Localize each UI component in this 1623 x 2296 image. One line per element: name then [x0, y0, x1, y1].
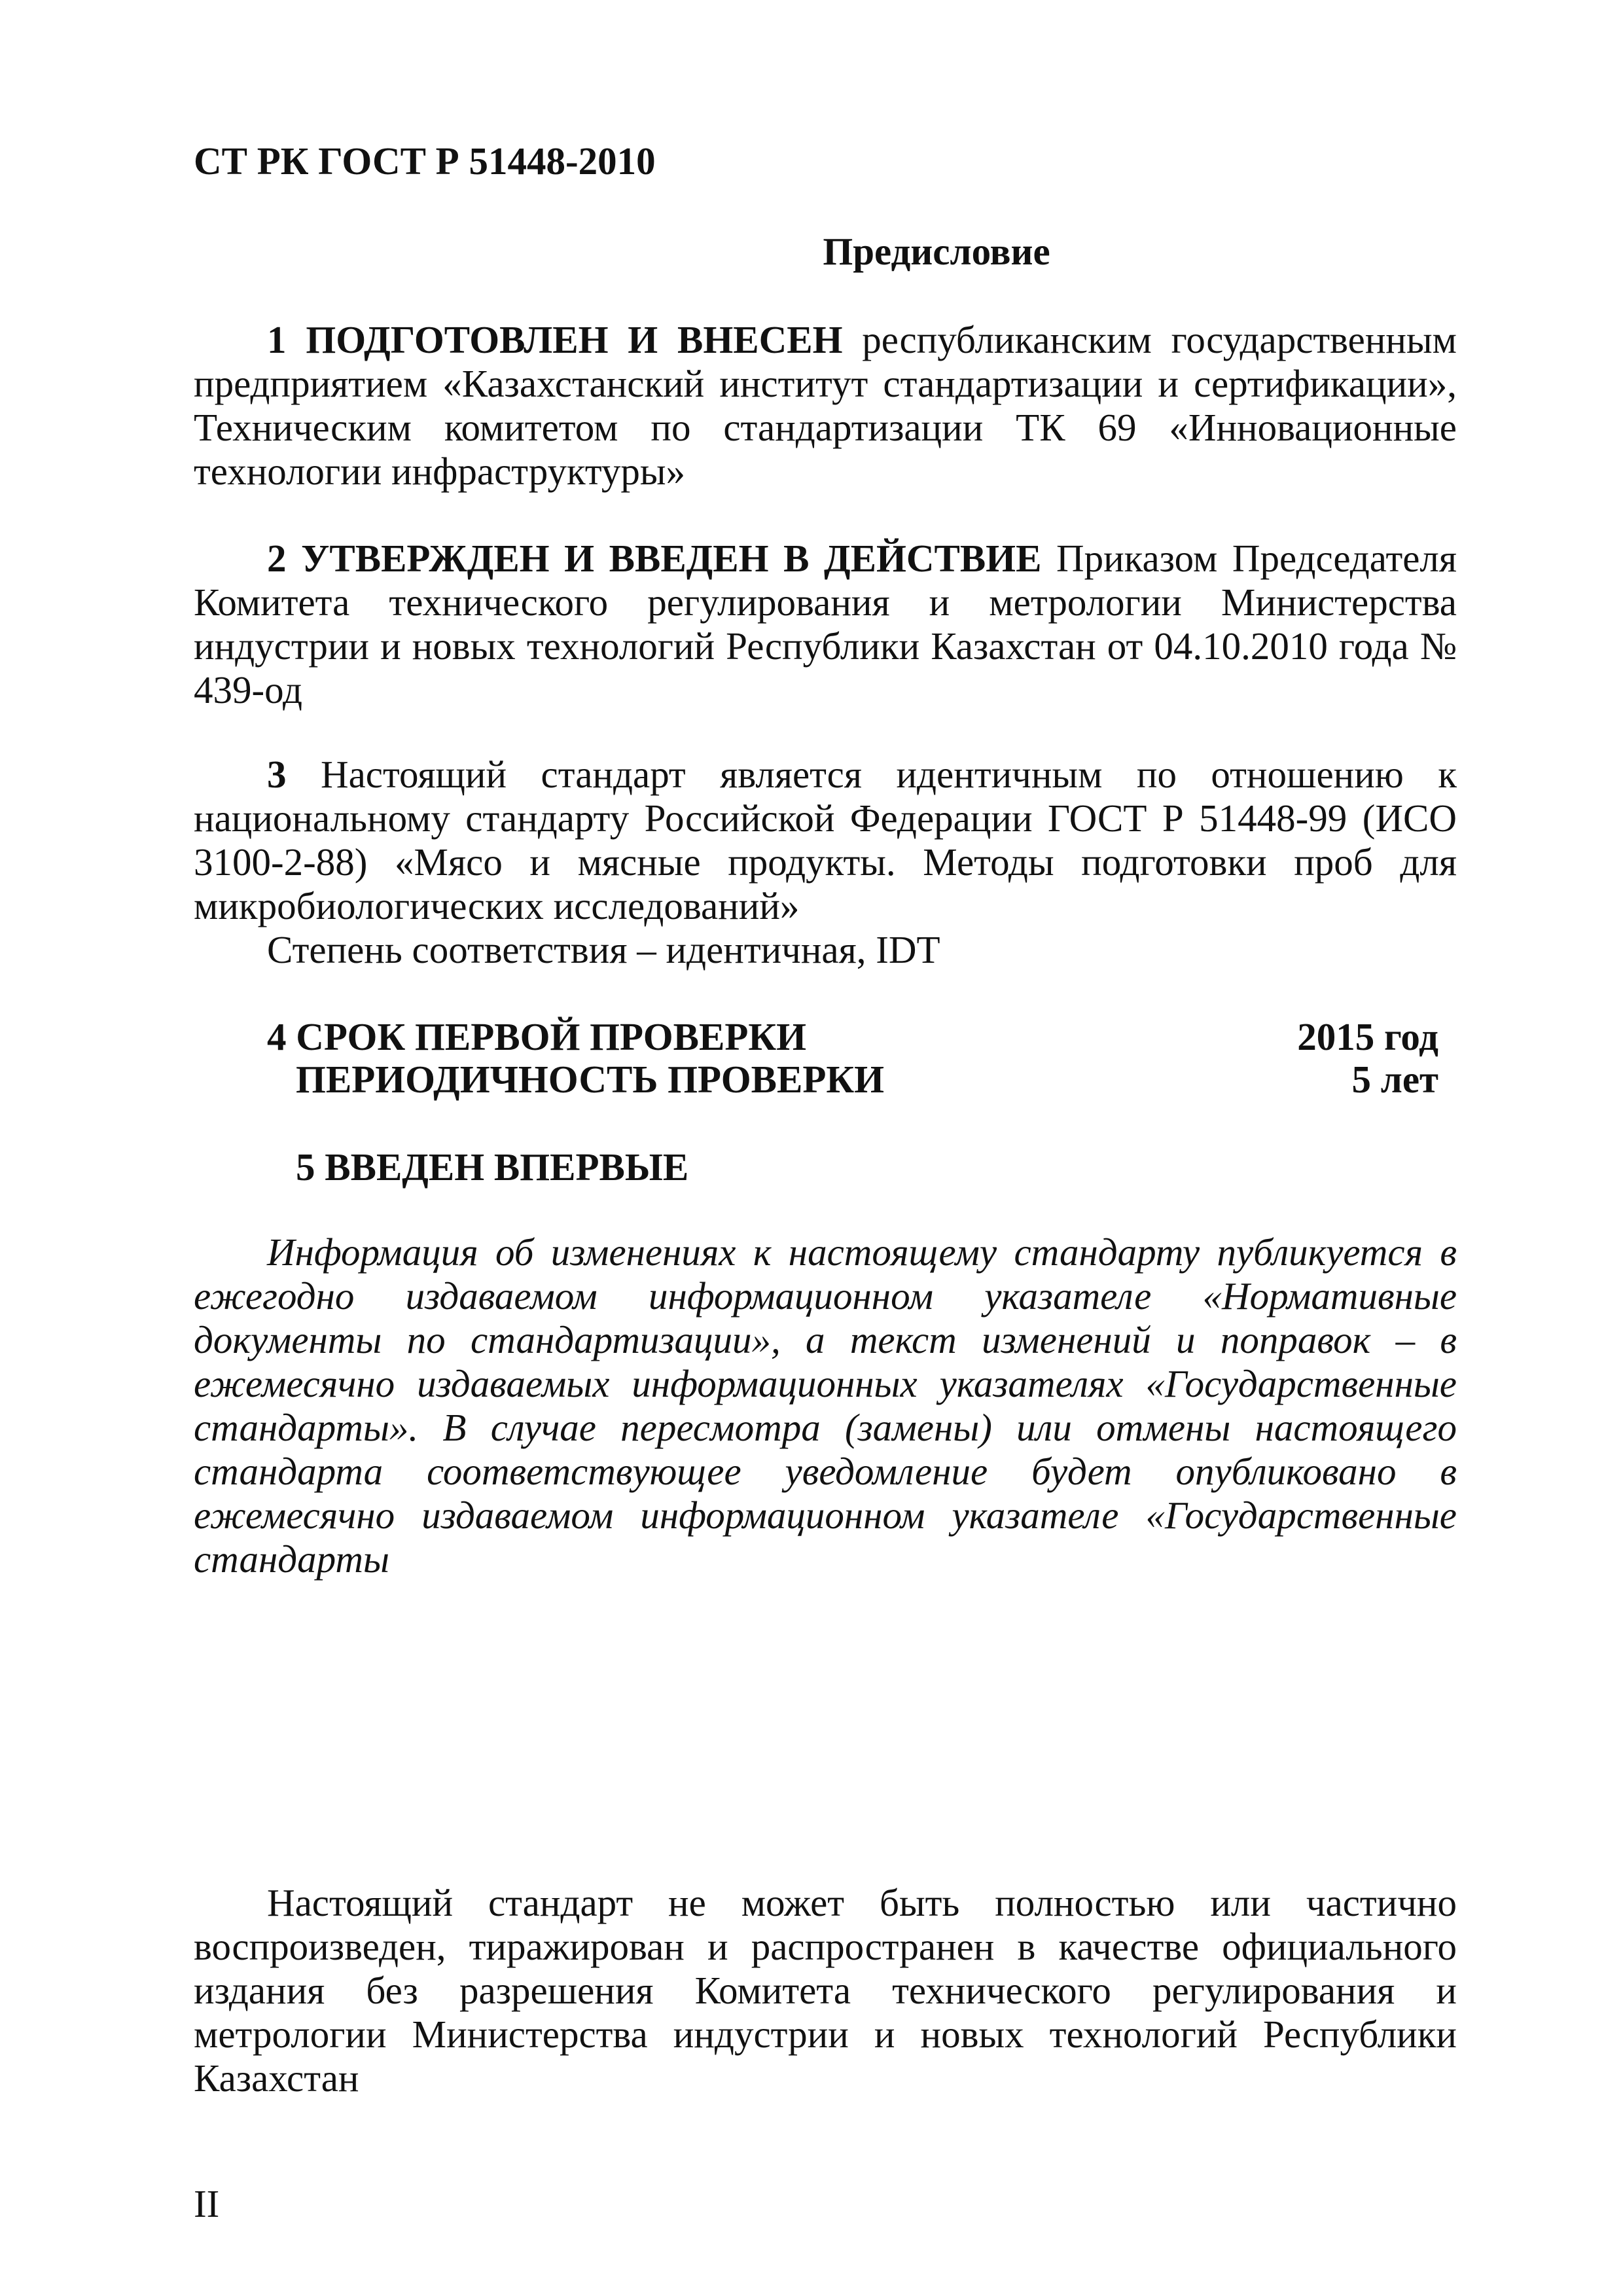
- first-check-value: 2015 год: [1297, 1015, 1438, 1058]
- periodicity-row: [296, 1057, 1438, 1102]
- item-5-heading: 5 ВВЕДЕН ВПЕРВЫЕ: [296, 1145, 689, 1189]
- item-3-text: Настоящий стандарт является идентичным по отношению к национальному стандарту Российской Федерации ГОСТ Р 51448-99 (ИСО 3100-2-88) «Мясо и мясные продукты. Методы подготовки проб для микробиологических исследований»: [194, 753, 1457, 927]
- periodicity-value: 5 лет: [1351, 1058, 1438, 1101]
- item-2-heading: 2 УТВЕРЖДЕН И ВВЕДЕН В ДЕЙСТВИЕ: [267, 537, 1042, 580]
- page-number: II: [194, 2182, 220, 2225]
- item-1-text: республиканским государственным предприятием «Казахстанский институт стандартизации и сертификации», Техническим комитетом по стандартизации ТК 69 «Инновационные технологии инфраструктуры»: [194, 318, 1457, 493]
- standard-code: СТ РК ГОСТ Р 51448-2010: [194, 139, 656, 183]
- item-1-heading: 1 ПОДГОТОВЛЕН И ВНЕСЕН: [267, 318, 843, 361]
- periodicity-label: ПЕРИОДИЧНОСТЬ ПРОВЕРКИ: [296, 1058, 885, 1101]
- copyright-note: Настоящий стандарт не может быть полностью или частично воспроизведен, тиражирован и распространен в качестве официального издания без разрешения Комитета технического регулирования и метрологии Министерства индустрии и новых технологий Республики Казахстан: [194, 1881, 1457, 2100]
- first-check-label: 4 СРОК ПЕРВОЙ ПРОВЕРКИ: [267, 1015, 807, 1058]
- item-2-paragraph: [194, 537, 1457, 712]
- info-note: Информация об изменениях к настоящему стандарту публикуется в ежегодно издаваемом информационном указателе «Нормативные документы по стандартизации», а текст изменений и поправок – в ежемесячно издаваемых информационных указателях «Государственные стандарты». В случае пересмотра (замены) или отмены настоящего стандарта соответствующее уведомление будет опубликовано в ежемесячно издаваемом информационном указателе «Государственные стандарты: [194, 1230, 1457, 1581]
- item-1-paragraph: [194, 318, 1457, 493]
- item-2-text: Приказом Председателя Комитета технического регулирования и метрологии Министерства индустрии и новых технологий Республики Казахстан от 04.10.2010 года № 439-од: [194, 537, 1457, 711]
- item-3-heading: 3: [267, 753, 287, 796]
- item-3-degree: Степень соответствия – идентичная, IDT: [267, 928, 940, 971]
- first-check-row: [267, 1014, 1438, 1060]
- page-title: Предисловие: [823, 230, 1050, 273]
- item-3-paragraph: [194, 753, 1457, 928]
